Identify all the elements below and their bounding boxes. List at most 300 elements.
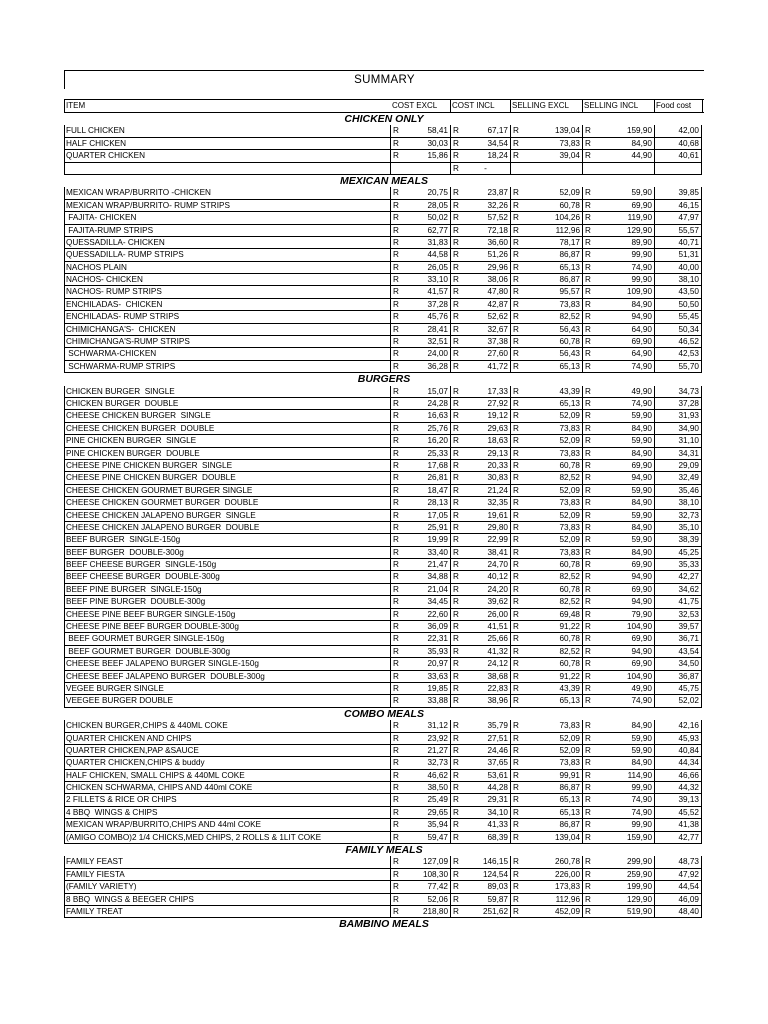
selling-incl-cell xyxy=(582,547,654,559)
cost-incl-value: 47,80 xyxy=(487,287,508,297)
currency-symbol: R xyxy=(453,361,459,371)
selling-incl-value: 44,90 xyxy=(631,151,652,161)
cost-incl-cell xyxy=(450,410,510,422)
cost-incl-cell xyxy=(450,856,510,868)
currency-symbol: R xyxy=(585,225,591,235)
cost-excl-value: 38,50 xyxy=(427,783,448,793)
item-name: CHEESE CHICKEN JALAPENO BURGER DOUBLE xyxy=(64,522,390,534)
selling-incl-value: 84,90 xyxy=(631,721,652,731)
selling-excl-value: 82,52 xyxy=(559,572,580,582)
selling-incl-cell xyxy=(582,262,654,274)
selling-incl-value: 94,90 xyxy=(631,473,652,483)
currency-symbol: R xyxy=(513,857,519,867)
cost-incl-value: 146,15 xyxy=(482,857,508,867)
table-row xyxy=(64,794,704,806)
currency-symbol: R xyxy=(393,770,399,780)
food-cost-cell: 52,02 xyxy=(654,695,702,707)
cost-excl-cell xyxy=(390,249,450,261)
cost-incl-cell xyxy=(450,646,510,658)
selling-incl-value: 199,90 xyxy=(626,882,652,892)
currency-symbol: R xyxy=(513,386,519,396)
cost-excl-cell xyxy=(390,733,450,745)
selling-incl-value: 69,90 xyxy=(631,659,652,669)
summary-sheet xyxy=(64,70,704,931)
selling-excl-value: 82,52 xyxy=(559,646,580,656)
table-row xyxy=(64,522,704,534)
cost-incl-cell xyxy=(450,807,510,819)
currency-symbol: R xyxy=(453,659,459,669)
cost-excl-value: 35,93 xyxy=(427,646,448,656)
cost-incl-value: 32,26 xyxy=(487,200,508,210)
cost-excl-value: 25,49 xyxy=(427,795,448,805)
selling-excl-value: 73,83 xyxy=(559,138,580,148)
selling-excl-cell xyxy=(510,547,582,559)
selling-excl-cell xyxy=(510,225,582,237)
currency-symbol: R xyxy=(585,361,591,371)
currency-symbol: R xyxy=(453,733,459,743)
selling-excl-value: 52,09 xyxy=(559,535,580,545)
item-name: CHEESE CHICKEN GOURMET BURGER SINGLE xyxy=(64,485,390,497)
selling-excl-cell xyxy=(510,584,582,596)
currency-symbol: R xyxy=(513,448,519,458)
selling-excl-cell xyxy=(510,807,582,819)
currency-symbol: R xyxy=(393,560,399,570)
table-row xyxy=(64,596,704,608)
food-cost-cell: 39,57 xyxy=(654,621,702,633)
cost-excl-value: 33,63 xyxy=(427,671,448,681)
food-cost-cell: 47,92 xyxy=(654,869,702,881)
currency-symbol: R xyxy=(393,783,399,793)
item-name: FAJITA- CHICKEN xyxy=(64,212,390,224)
selling-excl-value: 73,83 xyxy=(559,758,580,768)
currency-symbol: R xyxy=(585,535,591,545)
cost-excl-cell xyxy=(390,658,450,670)
cost-incl-value: 19,12 xyxy=(487,411,508,421)
currency-symbol: R xyxy=(585,398,591,408)
selling-excl-value: 60,78 xyxy=(559,659,580,669)
selling-excl-value: 60,78 xyxy=(559,460,580,470)
cost-incl-value: 89,03 xyxy=(487,882,508,892)
selling-incl-value: 299,90 xyxy=(626,857,652,867)
cost-excl-cell xyxy=(390,262,450,274)
item-name: CHICKEN BURGER,CHIPS & 440ML COKE xyxy=(64,720,390,732)
selling-incl-cell xyxy=(582,794,654,806)
table-row xyxy=(64,274,704,286)
currency-symbol: R xyxy=(453,572,459,582)
food-cost-cell: 55,70 xyxy=(654,361,702,373)
selling-incl-value: 59,90 xyxy=(631,188,652,198)
currency-symbol: R xyxy=(585,894,591,904)
food-cost-cell: 42,00 xyxy=(654,125,702,137)
item-name: ENCHILADAS- RUMP STRIPS xyxy=(64,311,390,323)
currency-symbol: R xyxy=(585,237,591,247)
currency-symbol: R xyxy=(453,795,459,805)
currency-symbol: R xyxy=(513,498,519,508)
cost-incl-cell xyxy=(450,200,510,212)
selling-excl-cell xyxy=(510,460,582,472)
cost-incl-value: 42,87 xyxy=(487,299,508,309)
section-title: CHICKEN ONLY xyxy=(344,113,424,125)
cost-incl-value: 51,26 xyxy=(487,250,508,260)
selling-incl-value: 99,90 xyxy=(631,783,652,793)
cost-incl-value: 26,00 xyxy=(487,609,508,619)
table-row xyxy=(64,559,704,571)
item-name: CHICKEN BURGER SINGLE xyxy=(64,386,390,398)
section-title: BURGERS xyxy=(357,373,411,386)
item-name: BEEF PINE BURGER SINGLE-150g xyxy=(64,584,390,596)
cost-excl-value: 44,58 xyxy=(427,250,448,260)
section-title: MEXICAN MEALS xyxy=(339,174,429,187)
currency-symbol: R xyxy=(513,299,519,309)
cost-incl-cell xyxy=(450,658,510,670)
item-name: CHEESE CHICKEN GOURMET BURGER DOUBLE xyxy=(64,497,390,509)
currency-symbol: R xyxy=(453,609,459,619)
currency-symbol xyxy=(511,163,523,174)
currency-symbol: R xyxy=(585,386,591,396)
selling-excl-value: 139,04 xyxy=(554,832,580,842)
currency-symbol: R xyxy=(453,460,459,470)
currency-symbol: R xyxy=(393,349,399,359)
selling-excl-cell xyxy=(510,869,582,881)
item-name: NACHOS- RUMP STRIPS xyxy=(64,286,390,298)
item-name: CHEESE BEEF JALAPENO BURGER SINGLE-150g xyxy=(64,658,390,670)
selling-incl-cell xyxy=(582,782,654,794)
currency-symbol: R xyxy=(393,361,399,371)
cost-incl-cell xyxy=(450,584,510,596)
currency-symbol: R xyxy=(585,337,591,347)
food-cost-cell: 40,71 xyxy=(654,237,702,249)
cost-excl-cell xyxy=(390,757,450,769)
cost-excl-value: 46,62 xyxy=(427,770,448,780)
table-row xyxy=(64,225,704,237)
cost-incl-cell xyxy=(450,125,510,137)
currency-symbol: R xyxy=(393,683,399,693)
currency-symbol: R xyxy=(393,473,399,483)
currency-symbol: R xyxy=(513,783,519,793)
item-name: QUESSADILLA- CHICKEN xyxy=(64,237,390,249)
header-item: ITEM xyxy=(66,101,86,110)
cost-incl-cell xyxy=(450,571,510,583)
cost-incl-cell xyxy=(450,311,510,323)
selling-incl-cell xyxy=(582,200,654,212)
food-cost-cell: 45,93 xyxy=(654,733,702,745)
food-cost-cell: 42,27 xyxy=(654,571,702,583)
currency-symbol: R xyxy=(585,622,591,632)
currency-symbol: R xyxy=(513,398,519,408)
currency-symbol: R xyxy=(585,262,591,272)
currency-symbol: R xyxy=(513,820,519,830)
selling-excl-cell xyxy=(510,163,582,175)
selling-incl-value: 94,90 xyxy=(631,646,652,656)
item-name: (FAMILY VARIETY) xyxy=(64,881,390,893)
food-cost-cell: 45,52 xyxy=(654,807,702,819)
selling-excl-cell xyxy=(510,286,582,298)
currency-symbol: R xyxy=(453,485,459,495)
item-name: (AMIGO COMBO)2 1/4 CHICKS,MED CHIPS, 2 ROLLS & 1LIT COKE xyxy=(64,832,390,844)
cost-incl-cell xyxy=(450,510,510,522)
cost-incl-value: 21,24 xyxy=(487,485,508,495)
selling-incl-value: 59,90 xyxy=(631,733,652,743)
currency-symbol: R xyxy=(585,138,591,148)
currency-symbol: R xyxy=(513,609,519,619)
currency-symbol: R xyxy=(585,646,591,656)
currency-symbol: R xyxy=(393,423,399,433)
cost-excl-cell xyxy=(390,534,450,546)
selling-incl-cell xyxy=(582,324,654,336)
food-cost-cell: 55,57 xyxy=(654,225,702,237)
currency-symbol: R xyxy=(513,324,519,334)
cost-incl-value: 40,12 xyxy=(487,572,508,582)
cost-incl-cell xyxy=(450,386,510,398)
cost-incl-cell xyxy=(450,832,510,844)
cost-excl-value: 31,12 xyxy=(427,721,448,731)
currency-symbol: R xyxy=(585,275,591,285)
currency-symbol: R xyxy=(393,572,399,582)
currency-symbol: R xyxy=(453,758,459,768)
cost-incl-cell xyxy=(450,348,510,360)
summary-table-body xyxy=(64,113,704,931)
cost-incl-value: 29,31 xyxy=(487,795,508,805)
item-name: 4 BBQ WINGS & CHIPS xyxy=(64,807,390,819)
selling-incl-value: 59,90 xyxy=(631,411,652,421)
currency-symbol: R xyxy=(393,882,399,892)
food-cost-cell: 37,28 xyxy=(654,398,702,410)
selling-incl-value: 59,90 xyxy=(631,535,652,545)
cost-excl-cell xyxy=(390,448,450,460)
currency-symbol: R xyxy=(453,262,459,272)
item-name: CHEESE BEEF JALAPENO BURGER DOUBLE-300g xyxy=(64,671,390,683)
table-row xyxy=(64,187,704,199)
selling-excl-cell xyxy=(510,361,582,373)
cost-excl-cell xyxy=(390,398,450,410)
currency-symbol: R xyxy=(393,820,399,830)
selling-incl-value: 84,90 xyxy=(631,522,652,532)
food-cost-cell: 44,32 xyxy=(654,782,702,794)
cost-incl-cell xyxy=(450,262,510,274)
cost-excl-cell xyxy=(390,547,450,559)
selling-excl-value: 60,78 xyxy=(559,200,580,210)
table-row xyxy=(64,534,704,546)
section-title: COMBO MEALS xyxy=(344,707,424,720)
cost-incl-value: 27,60 xyxy=(487,349,508,359)
currency-symbol: R xyxy=(393,213,399,223)
currency-symbol: R xyxy=(453,857,459,867)
food-cost-cell: 40,00 xyxy=(654,262,702,274)
currency-symbol: R xyxy=(453,721,459,731)
currency-symbol: R xyxy=(513,522,519,532)
selling-incl-value: 109,90 xyxy=(626,287,652,297)
selling-incl-cell xyxy=(582,881,654,893)
cost-incl-value: 38,06 xyxy=(487,275,508,285)
cost-incl-value: 39,62 xyxy=(487,597,508,607)
selling-incl-cell xyxy=(582,584,654,596)
cost-excl-cell xyxy=(390,361,450,373)
currency-symbol: R xyxy=(513,485,519,495)
cost-incl-value: 41,72 xyxy=(487,361,508,371)
selling-excl-value: 65,13 xyxy=(559,361,580,371)
selling-excl-value: 52,09 xyxy=(559,188,580,198)
item-name: ENCHILADAS- CHICKEN xyxy=(64,299,390,311)
selling-excl-value: 73,83 xyxy=(559,299,580,309)
cost-excl-value: 16,63 xyxy=(427,411,448,421)
food-cost-cell: 46,66 xyxy=(654,770,702,782)
currency-symbol: R xyxy=(453,423,459,433)
cost-excl-cell xyxy=(390,832,450,844)
food-cost-cell: 47,97 xyxy=(654,212,702,224)
selling-excl-value: 86,87 xyxy=(559,275,580,285)
currency-symbol: R xyxy=(393,262,399,272)
cost-excl-value: 127,09 xyxy=(422,857,448,867)
currency-symbol: R xyxy=(393,275,399,285)
selling-excl-cell xyxy=(510,757,582,769)
currency-symbol: R xyxy=(453,597,459,607)
item-name: NACHOS- CHICKEN xyxy=(64,274,390,286)
currency-symbol: R xyxy=(513,436,519,446)
selling-incl-value: 69,90 xyxy=(631,337,652,347)
table-row xyxy=(64,472,704,484)
food-cost-cell: 32,53 xyxy=(654,609,702,621)
table-row xyxy=(64,497,704,509)
cost-excl-cell xyxy=(390,311,450,323)
currency-symbol: R xyxy=(585,522,591,532)
selling-incl-value: 69,90 xyxy=(631,560,652,570)
currency-symbol: R xyxy=(453,411,459,421)
table-row xyxy=(64,584,704,596)
currency-symbol: R xyxy=(393,907,399,916)
currency-symbol: R xyxy=(453,560,459,570)
cost-excl-cell xyxy=(390,225,450,237)
currency-symbol: R xyxy=(585,820,591,830)
selling-excl-value: 52,09 xyxy=(559,510,580,520)
currency-symbol: R xyxy=(585,349,591,359)
selling-excl-value: 73,83 xyxy=(559,498,580,508)
cost-excl-value: 36,28 xyxy=(427,361,448,371)
cost-excl-value: 32,73 xyxy=(427,758,448,768)
item-name: SCHWARMA-CHICKEN xyxy=(64,348,390,360)
currency-symbol: R xyxy=(453,398,459,408)
selling-excl-cell xyxy=(510,559,582,571)
table-row xyxy=(64,671,704,683)
cost-excl-value: 45,76 xyxy=(427,312,448,322)
currency-symbol: R xyxy=(513,882,519,892)
food-cost-cell: 32,73 xyxy=(654,510,702,522)
currency-symbol: R xyxy=(393,510,399,520)
cost-incl-cell xyxy=(450,225,510,237)
selling-excl-cell xyxy=(510,150,582,162)
cost-excl-value: 20,75 xyxy=(427,188,448,198)
currency-symbol: R xyxy=(453,498,459,508)
cost-excl-cell xyxy=(390,299,450,311)
table-row xyxy=(64,869,704,881)
selling-incl-cell xyxy=(582,906,654,918)
cost-incl-cell xyxy=(450,906,510,918)
currency-symbol: R xyxy=(393,250,399,260)
currency-symbol: R xyxy=(393,609,399,619)
cost-incl-value: 32,67 xyxy=(487,324,508,334)
selling-excl-cell xyxy=(510,386,582,398)
selling-excl-value: 73,83 xyxy=(559,721,580,731)
selling-incl-value: 159,90 xyxy=(626,126,652,136)
selling-incl-cell xyxy=(582,125,654,137)
currency-symbol: R xyxy=(393,745,399,755)
item-name: QUARTER CHICKEN xyxy=(64,150,390,162)
cost-incl-cell xyxy=(450,423,510,435)
selling-excl-value: 52,09 xyxy=(559,485,580,495)
selling-incl-cell xyxy=(582,770,654,782)
currency-symbol: R xyxy=(393,126,399,136)
currency-symbol: R xyxy=(453,126,459,136)
table-row xyxy=(64,410,704,422)
selling-incl-cell xyxy=(582,187,654,199)
currency-symbol: R xyxy=(393,188,399,198)
selling-incl-value: 74,90 xyxy=(631,262,652,272)
cost-incl-value: 68,39 xyxy=(487,832,508,842)
selling-excl-value: 65,13 xyxy=(559,795,580,805)
selling-excl-value: 82,52 xyxy=(559,597,580,607)
selling-incl-value: 129,90 xyxy=(626,894,652,904)
currency-symbol: R xyxy=(453,225,459,235)
selling-incl-value: 259,90 xyxy=(626,869,652,879)
item-name: FAMILY TREAT xyxy=(64,906,390,918)
currency-symbol: R xyxy=(453,250,459,260)
item-name: CHEESE PINE BEEF BURGER DOUBLE-300g xyxy=(64,621,390,633)
selling-incl-cell xyxy=(582,485,654,497)
currency-symbol: R xyxy=(513,250,519,260)
cost-incl-cell xyxy=(450,633,510,645)
cost-incl-cell xyxy=(450,249,510,261)
food-cost-cell: 46,09 xyxy=(654,894,702,906)
food-cost-cell: 39,13 xyxy=(654,794,702,806)
table-row xyxy=(64,609,704,621)
selling-incl-value: 74,90 xyxy=(631,361,652,371)
cost-incl-value: 38,41 xyxy=(487,547,508,557)
currency-symbol: R xyxy=(513,869,519,879)
selling-excl-value: 73,83 xyxy=(559,423,580,433)
currency-symbol: R xyxy=(453,832,459,842)
currency-symbol: R xyxy=(513,659,519,669)
cost-incl-value: 57,52 xyxy=(487,213,508,223)
food-cost-cell: 39,85 xyxy=(654,187,702,199)
currency-symbol: R xyxy=(585,832,591,842)
cost-excl-value: 58,41 xyxy=(427,126,448,136)
selling-incl-cell xyxy=(582,274,654,286)
cost-incl-value: 29,96 xyxy=(487,262,508,272)
cost-excl-value: 59,47 xyxy=(427,832,448,842)
selling-incl-cell xyxy=(582,150,654,162)
selling-incl-value: 74,90 xyxy=(631,795,652,805)
selling-incl-value: 94,90 xyxy=(631,597,652,607)
currency-symbol: R xyxy=(393,646,399,656)
food-cost-cell: 34,73 xyxy=(654,386,702,398)
selling-excl-cell xyxy=(510,733,582,745)
selling-excl-value: 86,87 xyxy=(559,783,580,793)
selling-excl-cell xyxy=(510,534,582,546)
currency-symbol: R xyxy=(393,498,399,508)
cost-excl-value: 17,68 xyxy=(427,460,448,470)
cost-incl-value: 34,54 xyxy=(487,138,508,148)
cost-excl-value: 62,77 xyxy=(427,225,448,235)
cost-incl-cell xyxy=(450,559,510,571)
selling-incl-value: 129,90 xyxy=(626,225,652,235)
cost-incl-cell xyxy=(450,547,510,559)
cost-excl-cell xyxy=(390,745,450,757)
currency-symbol: R xyxy=(393,894,399,904)
cost-excl-cell xyxy=(390,460,450,472)
item-name: FAMILY FIESTA xyxy=(64,869,390,881)
cost-incl-cell xyxy=(450,472,510,484)
food-cost-cell: 44,54 xyxy=(654,881,702,893)
cost-incl-value: 41,33 xyxy=(487,820,508,830)
